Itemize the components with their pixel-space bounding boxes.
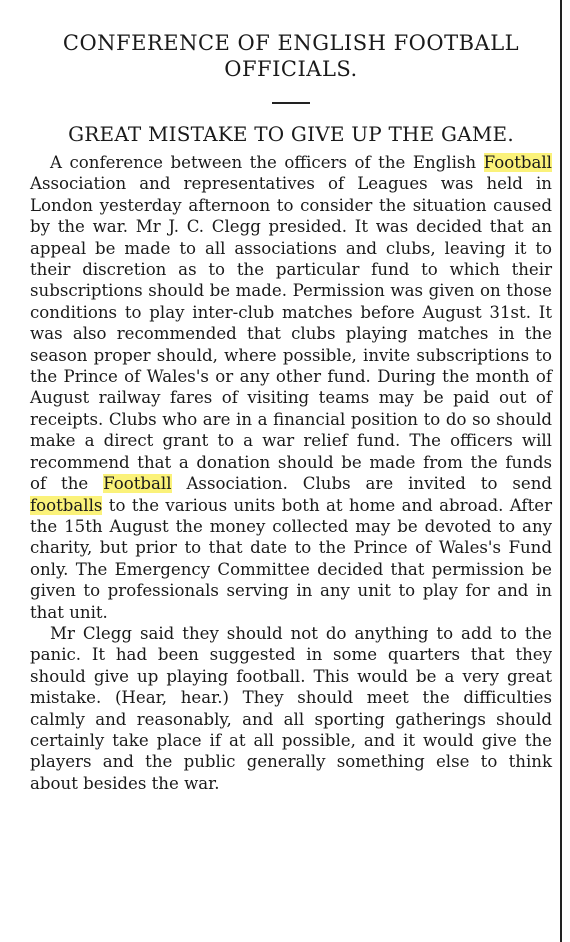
article-body bbox=[30, 152, 552, 794]
paragraph-1-part-3: Association. Clubs are invited to send bbox=[171, 474, 553, 494]
paragraph-1-part-2: Association and representatives of Leagues was held in London yesterday afternoon to consider the situation caused by the war. Mr J. C. Clegg presided. It was decided that an appeal be made to all associations and clubs, leaving it to their discretion as to the particular fund to which their subscriptions should be made. Permission was given on those conditions to play inter-club matches before August 31st. It was also recommended that clubs playing matches in the season proper should, where possible, invite subscriptions to the Prince of Wales's or any other fund. During the month of August railway fares of visiting teams may be paid out of receipts. Clubs who are in a financial position to do so should make a direct grant to a war relief fund. The officers will recommend that a donation should be made from the funds of the bbox=[30, 174, 552, 494]
headline bbox=[30, 30, 552, 82]
headline-divider bbox=[272, 102, 310, 104]
highlighted-term: Football bbox=[103, 474, 172, 494]
column-rule bbox=[560, 0, 562, 942]
paragraph-1 bbox=[30, 152, 552, 623]
headline-line-2: OFFICIALS. bbox=[224, 57, 358, 81]
paragraph-2: Mr Clegg said they should not do anything to add to the panic. It had been suggested in some quarters that they should give up playing football. This would be a very great mistake. (Hear, hear.) They should meet the difficulties calmly and reasonably, and all sporting gatherings should certainly take place if at all possible, and it would give the players and the public generally something else to think about besides the war. bbox=[30, 623, 552, 793]
highlighted-term: Football bbox=[483, 153, 552, 172]
paragraph-1-part-1: A conference between the officers of the English bbox=[50, 153, 484, 172]
headline-line-1: CONFERENCE OF ENGLISH FOOTBALL bbox=[62, 31, 520, 55]
paragraph-1-part-4: to the various units both at home and abroad. After the 15th August the money collected may be devoted to any charity, but prior to that date to the Prince of Wales's Fund only. The Emergency Committee decided that permission be given to professionals serving in any unit to play for and in that unit. bbox=[30, 495, 552, 622]
subheadline: GREAT MISTAKE TO GIVE UP THE GAME. bbox=[68, 122, 514, 146]
highlighted-term: footballs bbox=[30, 495, 103, 515]
